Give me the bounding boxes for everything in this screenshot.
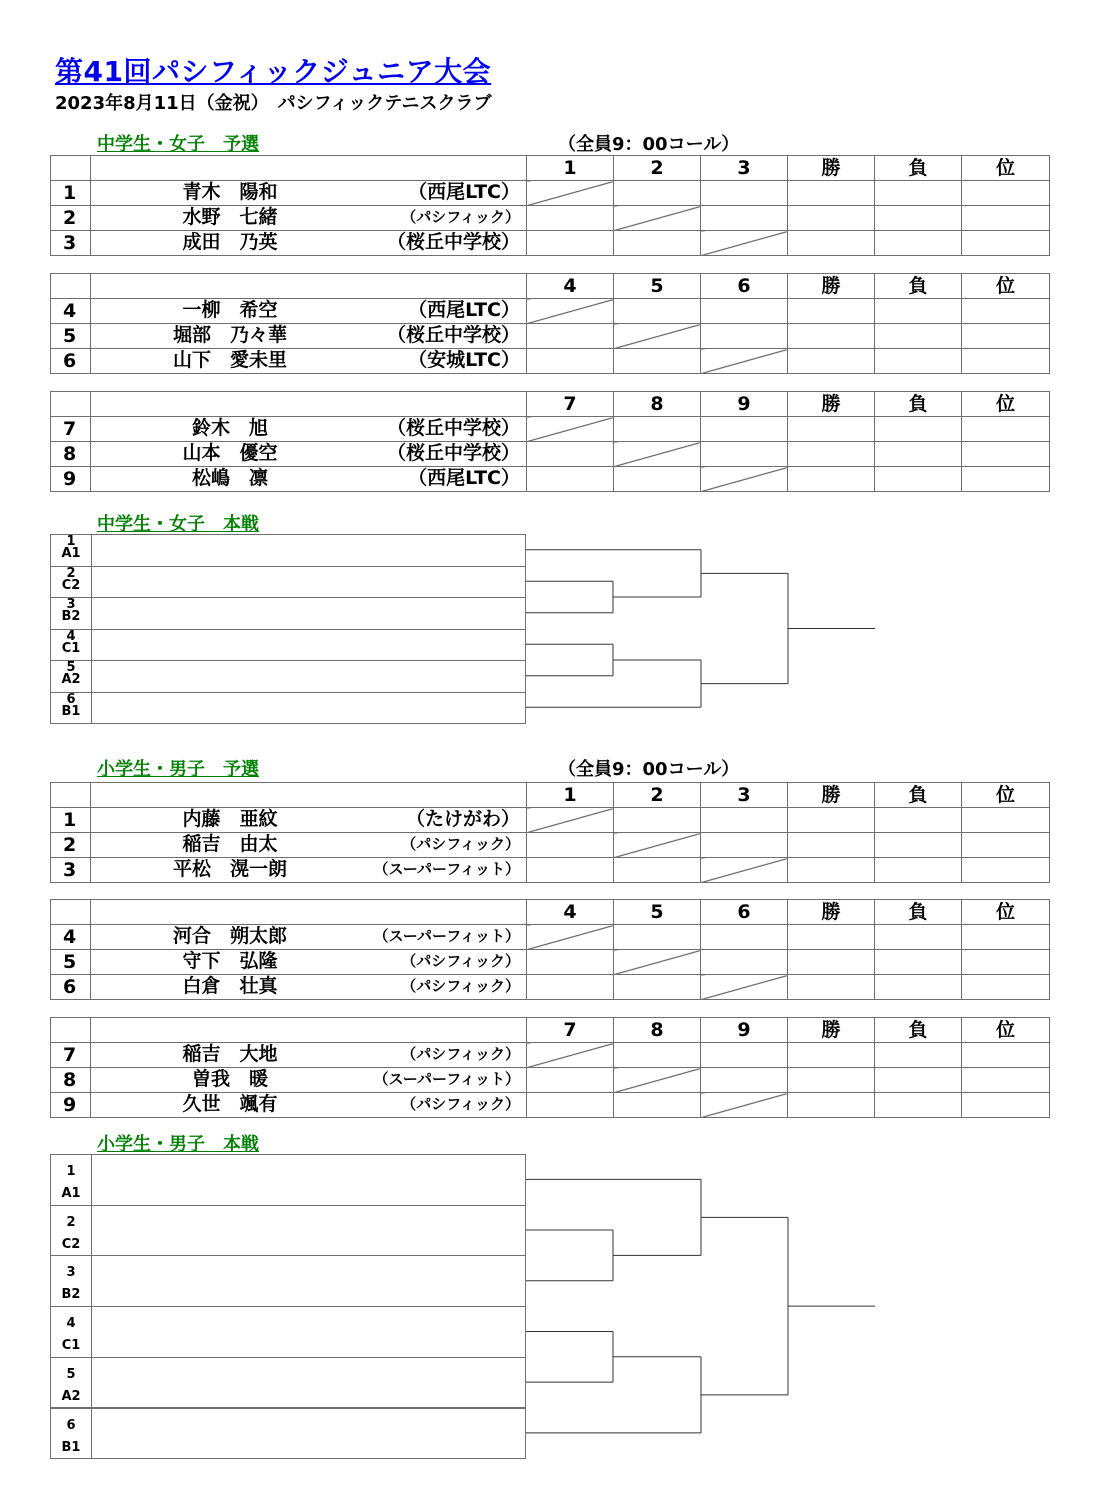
player-number: 2 xyxy=(51,833,91,858)
player-number: 4 xyxy=(51,925,91,950)
player-number: 5 xyxy=(51,324,91,349)
player-number: 8 xyxy=(51,442,91,467)
player-number: 9 xyxy=(51,467,91,492)
draw-seed-code: B1 xyxy=(61,703,81,719)
header-cell: 6 xyxy=(701,274,788,299)
header-cell: 9 xyxy=(701,392,788,417)
header-cell: 7 xyxy=(527,392,614,417)
header-cell: 5 xyxy=(614,274,701,299)
header-cell: 負 xyxy=(875,1018,962,1043)
player-club: （パシフィック） xyxy=(401,1095,520,1113)
header-cell: 位 xyxy=(962,392,1050,417)
header-cell: 4 xyxy=(527,274,614,299)
header-cell: 3 xyxy=(701,156,788,181)
player-club: （スーパーフィット） xyxy=(373,927,520,945)
player-club: （桜丘中学校） xyxy=(386,417,520,439)
player-club: （パシフィック） xyxy=(401,208,520,226)
header-cell: 勝 xyxy=(788,1018,875,1043)
page-title: 第41回パシフィックジュニア大会 xyxy=(55,55,492,88)
player-number: 5 xyxy=(51,950,91,975)
section-title: 中学生・女子 予選 xyxy=(97,134,259,155)
player-club: （たけがわ） xyxy=(405,808,520,830)
player-name: 白倉 壮真 xyxy=(182,975,278,997)
player-number: 8 xyxy=(51,1068,91,1093)
player-name: 山下 愛未里 xyxy=(172,349,287,371)
player-number: 1 xyxy=(51,181,91,206)
call-time-note: （全員9：00コール） xyxy=(558,134,740,155)
header-cell: 4 xyxy=(527,900,614,925)
header-cell: 位 xyxy=(962,783,1050,808)
header-cell: 2 xyxy=(614,156,701,181)
player-club: （パシフィック） xyxy=(401,977,520,995)
player-name: 平松 滉一朗 xyxy=(172,858,287,880)
player-club: （桜丘中学校） xyxy=(386,324,520,346)
player-number: 3 xyxy=(51,858,91,883)
player-name: 久世 颯有 xyxy=(182,1093,278,1115)
header-cell: 勝 xyxy=(788,783,875,808)
call-time-note: （全員9：00コール） xyxy=(558,759,740,780)
section-title: 小学生・男子 予選 xyxy=(97,759,259,780)
draw-seed-code: A1 xyxy=(61,546,81,561)
draw-position-number: 1 xyxy=(66,1164,76,1179)
player-club: （桜丘中学校） xyxy=(386,231,520,253)
draw-position-number: 1 xyxy=(66,534,76,549)
event-date-venue: 2023年8月11日（金祝） パシフィックテニスクラブ xyxy=(55,93,492,114)
header-cell: 勝 xyxy=(788,274,875,299)
header-cell: 1 xyxy=(527,156,614,181)
draw-position-number: 2 xyxy=(66,565,76,581)
player-number: 7 xyxy=(51,1043,91,1068)
player-club: （桜丘中学校） xyxy=(386,442,520,464)
draw-seed-code: B2 xyxy=(61,1287,81,1303)
player-club: （パシフィック） xyxy=(401,835,520,853)
draw-title: 中学生・女子 本戦 xyxy=(97,514,259,535)
player-name: 内藤 亜紋 xyxy=(182,808,278,830)
player-name: 山本 優空 xyxy=(182,442,278,464)
player-number: 9 xyxy=(51,1093,91,1118)
draw-seed-code: C2 xyxy=(61,577,81,593)
player-number: 3 xyxy=(51,231,91,256)
header-cell: 負 xyxy=(875,783,962,808)
header-cell: 負 xyxy=(875,900,962,925)
player-club: （安城LTC） xyxy=(408,349,520,371)
header-cell: 7 xyxy=(527,1018,614,1043)
player-club: （西尾LTC） xyxy=(408,181,520,203)
player-club: （西尾LTC） xyxy=(408,467,520,489)
header-cell: 勝 xyxy=(788,156,875,181)
draw-position-number: 2 xyxy=(66,1214,76,1230)
draw-position-number: 6 xyxy=(66,1417,76,1433)
player-name: 青木 陽和 xyxy=(182,181,278,203)
draw-position-number: 4 xyxy=(66,628,76,644)
player-club: （パシフィック） xyxy=(401,1045,520,1063)
player-name: 成田 乃英 xyxy=(182,231,278,253)
player-number: 4 xyxy=(51,299,91,324)
draw-seed-code: C1 xyxy=(61,640,81,656)
header-cell: 8 xyxy=(614,1018,701,1043)
header-cell: 5 xyxy=(614,900,701,925)
draw-seed-code: A1 xyxy=(61,1186,81,1201)
draw-title: 小学生・男子 本戦 xyxy=(97,1134,259,1155)
player-number: 1 xyxy=(51,808,91,833)
header-cell: 6 xyxy=(701,900,788,925)
header-cell: 3 xyxy=(701,783,788,808)
draw-seed-code: A2 xyxy=(61,1388,81,1404)
header-cell: 9 xyxy=(701,1018,788,1043)
player-name: 河合 朔太郎 xyxy=(172,925,287,947)
player-name: 水野 七緒 xyxy=(182,206,278,228)
header-cell: 勝 xyxy=(788,900,875,925)
draw-seed-code: B1 xyxy=(61,1439,81,1455)
header-cell: 位 xyxy=(962,1018,1050,1043)
header-cell: 負 xyxy=(875,274,962,299)
player-name: 稲吉 大地 xyxy=(182,1043,278,1065)
player-name: 守下 弘隆 xyxy=(182,950,278,972)
player-number: 7 xyxy=(51,417,91,442)
header-cell: 2 xyxy=(614,783,701,808)
draw-position-number: 5 xyxy=(66,660,76,675)
header-cell: 位 xyxy=(962,156,1050,181)
header-cell: 位 xyxy=(962,274,1050,299)
draw-seed-code: C1 xyxy=(61,1338,81,1354)
player-name: 稲吉 由太 xyxy=(182,833,278,855)
header-cell: 負 xyxy=(875,392,962,417)
player-number: 6 xyxy=(51,975,91,1000)
player-name: 鈴木 旭 xyxy=(191,417,268,439)
player-name: 松嶋 凛 xyxy=(191,467,268,489)
player-club: （スーパーフィット） xyxy=(373,1070,520,1088)
player-name: 堀部 乃々華 xyxy=(172,324,287,346)
draw-position-number: 4 xyxy=(66,1316,76,1332)
header-cell: 勝 xyxy=(788,392,875,417)
player-number: 2 xyxy=(51,206,91,231)
draw-position-number: 6 xyxy=(66,691,76,707)
player-name: 一柳 希空 xyxy=(182,299,278,321)
draw-position-number: 3 xyxy=(66,1265,76,1281)
draw-seed-code: A2 xyxy=(61,672,81,687)
header-cell: 1 xyxy=(527,783,614,808)
player-club: （パシフィック） xyxy=(401,952,520,970)
draw-seed-code: C2 xyxy=(61,1236,81,1252)
draw-position-number: 3 xyxy=(66,597,76,612)
header-cell: 位 xyxy=(962,900,1050,925)
header-cell: 負 xyxy=(875,156,962,181)
player-club: （スーパーフィット） xyxy=(373,860,520,878)
player-name: 曽我 暖 xyxy=(191,1068,268,1090)
header-cell: 8 xyxy=(614,392,701,417)
player-number: 6 xyxy=(51,349,91,374)
draw-seed-code: B2 xyxy=(61,609,81,624)
draw-position-number: 5 xyxy=(66,1366,76,1382)
player-club: （西尾LTC） xyxy=(408,299,520,321)
